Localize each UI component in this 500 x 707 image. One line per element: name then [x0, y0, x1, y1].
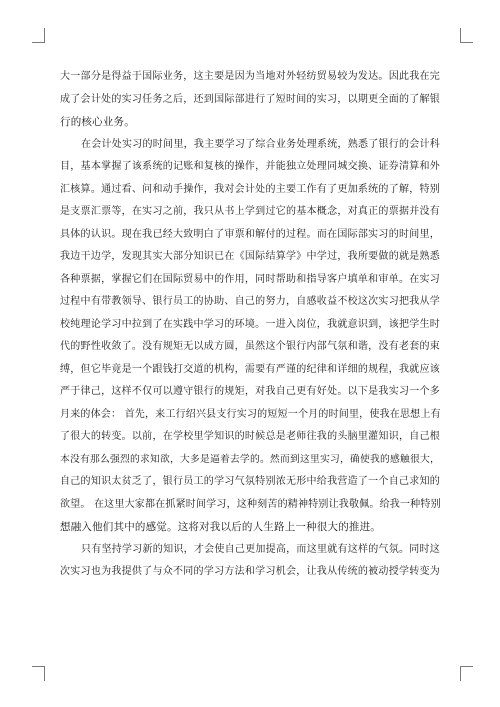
- crop-mark-bottom-right: [460, 666, 473, 681]
- text-line: 是支票汇票等，在实习之前，我只从书上学到过它的基本概念，对真正的票据并没有: [60, 206, 440, 217]
- text-line: 具体的认识。现在我已经大致明白了审票和解付的过程。而在国际部实习的时间里，: [60, 228, 440, 240]
- crop-mark-top-right: [460, 28, 473, 43]
- text-line: 目，基本掌握了该系统的记账和复核的操作，并能独立处理同城交换、证券清算和外: [60, 161, 440, 172]
- text-line: 代的野性收敛了。没有规矩无以成方圆，虽然这个银行内部气氛和谐，没有老套的束: [60, 341, 440, 352]
- text-line: 自己的知识太贫乏了，银行员工的学习气氛特别浓无形中给我营造了一个自己求知的: [60, 476, 440, 487]
- crop-mark-bottom-left: [32, 666, 45, 681]
- text-line: 大一部分是得益于国际业务，这主要是因为当地对外轻纺贸易较为发达。因此我在完: [60, 71, 440, 82]
- text-line: 在会计处实习的时间里，我主要学习了综合业务处理系统，熟悉了银行的会计科: [81, 138, 440, 150]
- text-line: 过程中有带教领导、银行员工的协助、自己的努力，自感收益不校这次实习把我从学: [60, 296, 440, 307]
- document-body: [60, 66, 440, 584]
- paragraph-2: [60, 134, 440, 539]
- text-line: 欲望。 在这里大家都在抓紧时间学习，这种刻苦的精神特别让我敬佩。给我一种特别: [60, 498, 441, 510]
- text-line: 成了会计处的实习任务之后，还到国际部进行了短时间的实习，以期更全面的了解银: [60, 93, 440, 105]
- text-line: 各种票据，掌握它们在国际贸易中的作用，同时帮助和指导客户填单和审单。在实习: [60, 273, 440, 285]
- text-line: 我边干边学，发现其实大部分知识已在《国际结算学》中学过，我所要做的就是熟悉: [60, 251, 440, 262]
- text-line: 只有坚持学习新的知识，才会使自己更加提高，而这里就有这样的气氛。同时这: [81, 543, 440, 555]
- text-line: 校纯理论学习中拉到了在实践中学习的环境。一进入岗位，我就意识到，该把学生时: [60, 318, 440, 330]
- text-line: 汇核算。通过看、问和动手操作，我对会计处的主要工作有了更加系统的了解，特别: [60, 183, 440, 195]
- text-line: 缚，但它毕竟是一个跟钱打交道的机构，需要有严谨的纪律和详细的规程，我就应该: [60, 363, 440, 375]
- text-line: 行的核心业务。: [60, 116, 135, 128]
- paragraph-1: [60, 66, 440, 134]
- text-line: 次实习也为我提供了与众不同的学习方法和学习机会，让我从传统的被动授学转变为: [60, 566, 440, 577]
- text-line: 本没有那么强烈的求知欲，大多是逼着去学的。然而到这里实习，确使我的感触很大，: [60, 453, 440, 465]
- paragraph-3: [60, 539, 440, 584]
- text-line: 严于律己，这样不仅可以遵守银行的规矩，对我自己更有好处。以下是我实习一个多: [60, 386, 440, 397]
- text-line: 了很大的转变。以前，在学校里学知识的时候总是老师往我的头脑里灌知识，自己根: [60, 431, 440, 442]
- text-line: 想融入他们其中的感觉。这将对我以后的人生路上一种很大的推进。: [60, 521, 381, 533]
- text-line: 月来的体会： 首先，来工行绍兴县支行实习的短短一个月的时间里，使我在思想上有: [60, 408, 441, 420]
- crop-mark-top-left: [32, 28, 45, 43]
